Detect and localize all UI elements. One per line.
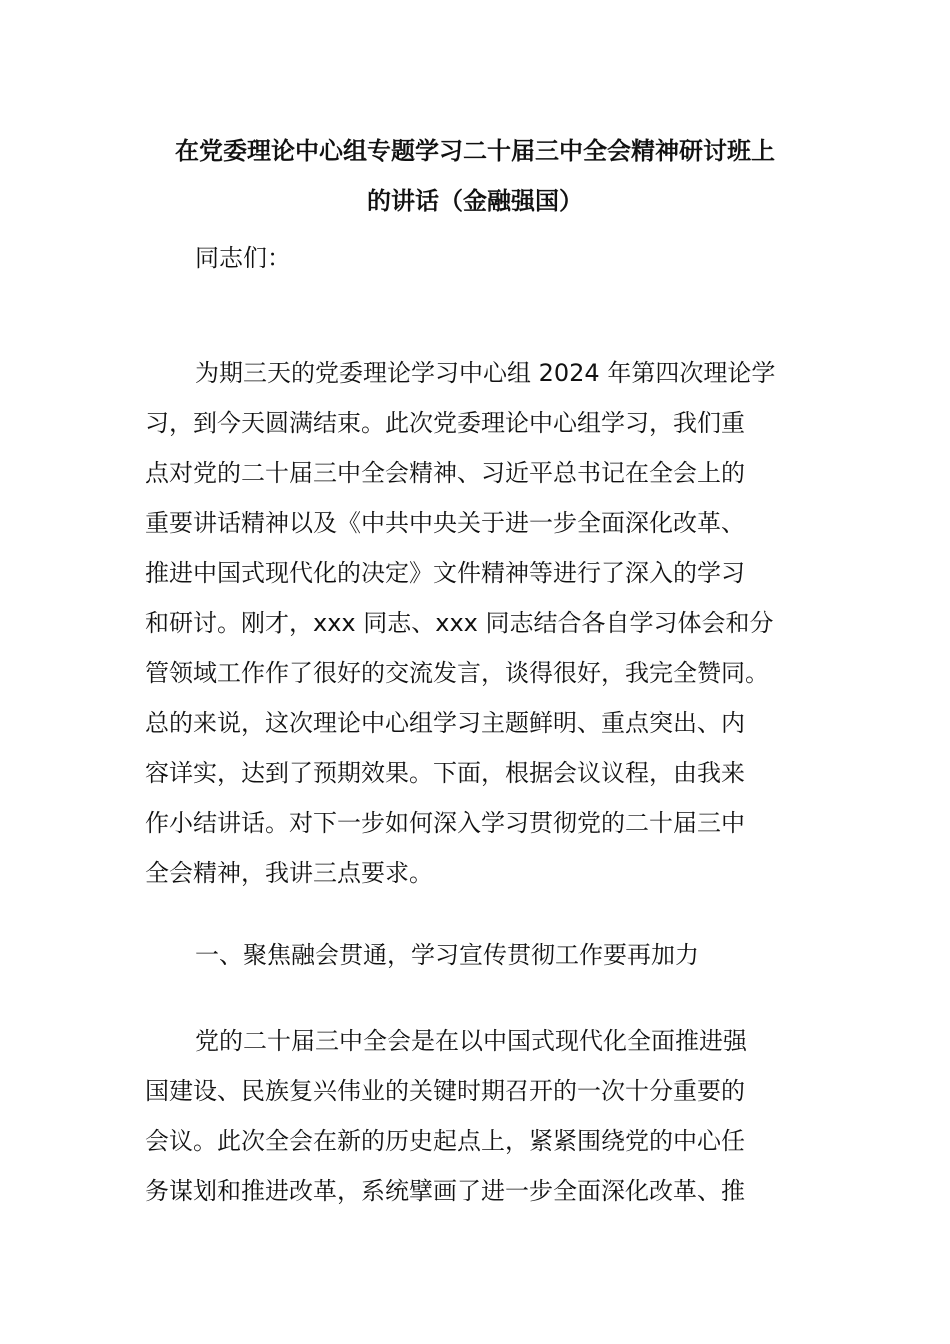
paragraph-line: 和研讨。刚才，xxx 同志、xxx 同志结合各自学习体会和分 — [145, 609, 774, 637]
section-heading-text: 一、聚焦融会贯通，学习宣传贯彻工作要再加力 — [195, 941, 699, 969]
paragraph-line: 总的来说，这次理论中心组学习主题鲜明、重点突出、内 — [145, 709, 745, 737]
paragraph-line: 国建设、民族复兴伟业的关键时期召开的一次十分重要的 — [145, 1077, 745, 1105]
section-heading-1 — [145, 930, 810, 980]
document-title — [140, 126, 810, 226]
paragraph-line: 党的二十届三中全会是在以中国式现代化全面推进强 — [195, 1027, 747, 1055]
paragraph-line: 管领域工作作了很好的交流发言，谈得很好，我完全赞同。 — [145, 659, 769, 687]
paragraph-line: 全会精神，我讲三点要求。 — [145, 859, 433, 887]
paragraph-line: 作小结讲话。对下一步如何深入学习贯彻党的二十届三中 — [145, 809, 745, 837]
salutation — [145, 233, 810, 283]
paragraph-section-1 — [145, 1016, 810, 1216]
paragraph-opening — [145, 348, 810, 898]
title-line-1: 在党委理论中心组专题学习二十届三中全会精神研讨班上 — [175, 137, 775, 165]
paragraph-line: 会议。此次全会在新的历史起点上，紧紧围绕党的中心任 — [145, 1127, 745, 1155]
paragraph-line: 推进中国式现代化的决定》文件精神等进行了深入的学习 — [145, 559, 745, 587]
paragraph-line: 点对党的二十届三中全会精神、习近平总书记在全会上的 — [145, 459, 745, 487]
paragraph-line: 容详实，达到了预期效果。下面，根据会议议程，由我来 — [145, 759, 745, 787]
salutation-text: 同志们： — [195, 244, 291, 272]
paragraph-line: 务谋划和推进改革，系统擘画了进一步全面深化改革、推 — [145, 1177, 745, 1205]
paragraph-line: 为期三天的党委理论学习中心组 2024 年第四次理论学 — [195, 359, 776, 387]
title-line-2: 的讲话（金融强国） — [367, 187, 583, 215]
paragraph-line: 重要讲话精神以及《中共中央关于进一步全面深化改革、 — [145, 509, 745, 537]
paragraph-line: 习，到今天圆满结束。此次党委理论中心组学习，我们重 — [145, 409, 745, 437]
